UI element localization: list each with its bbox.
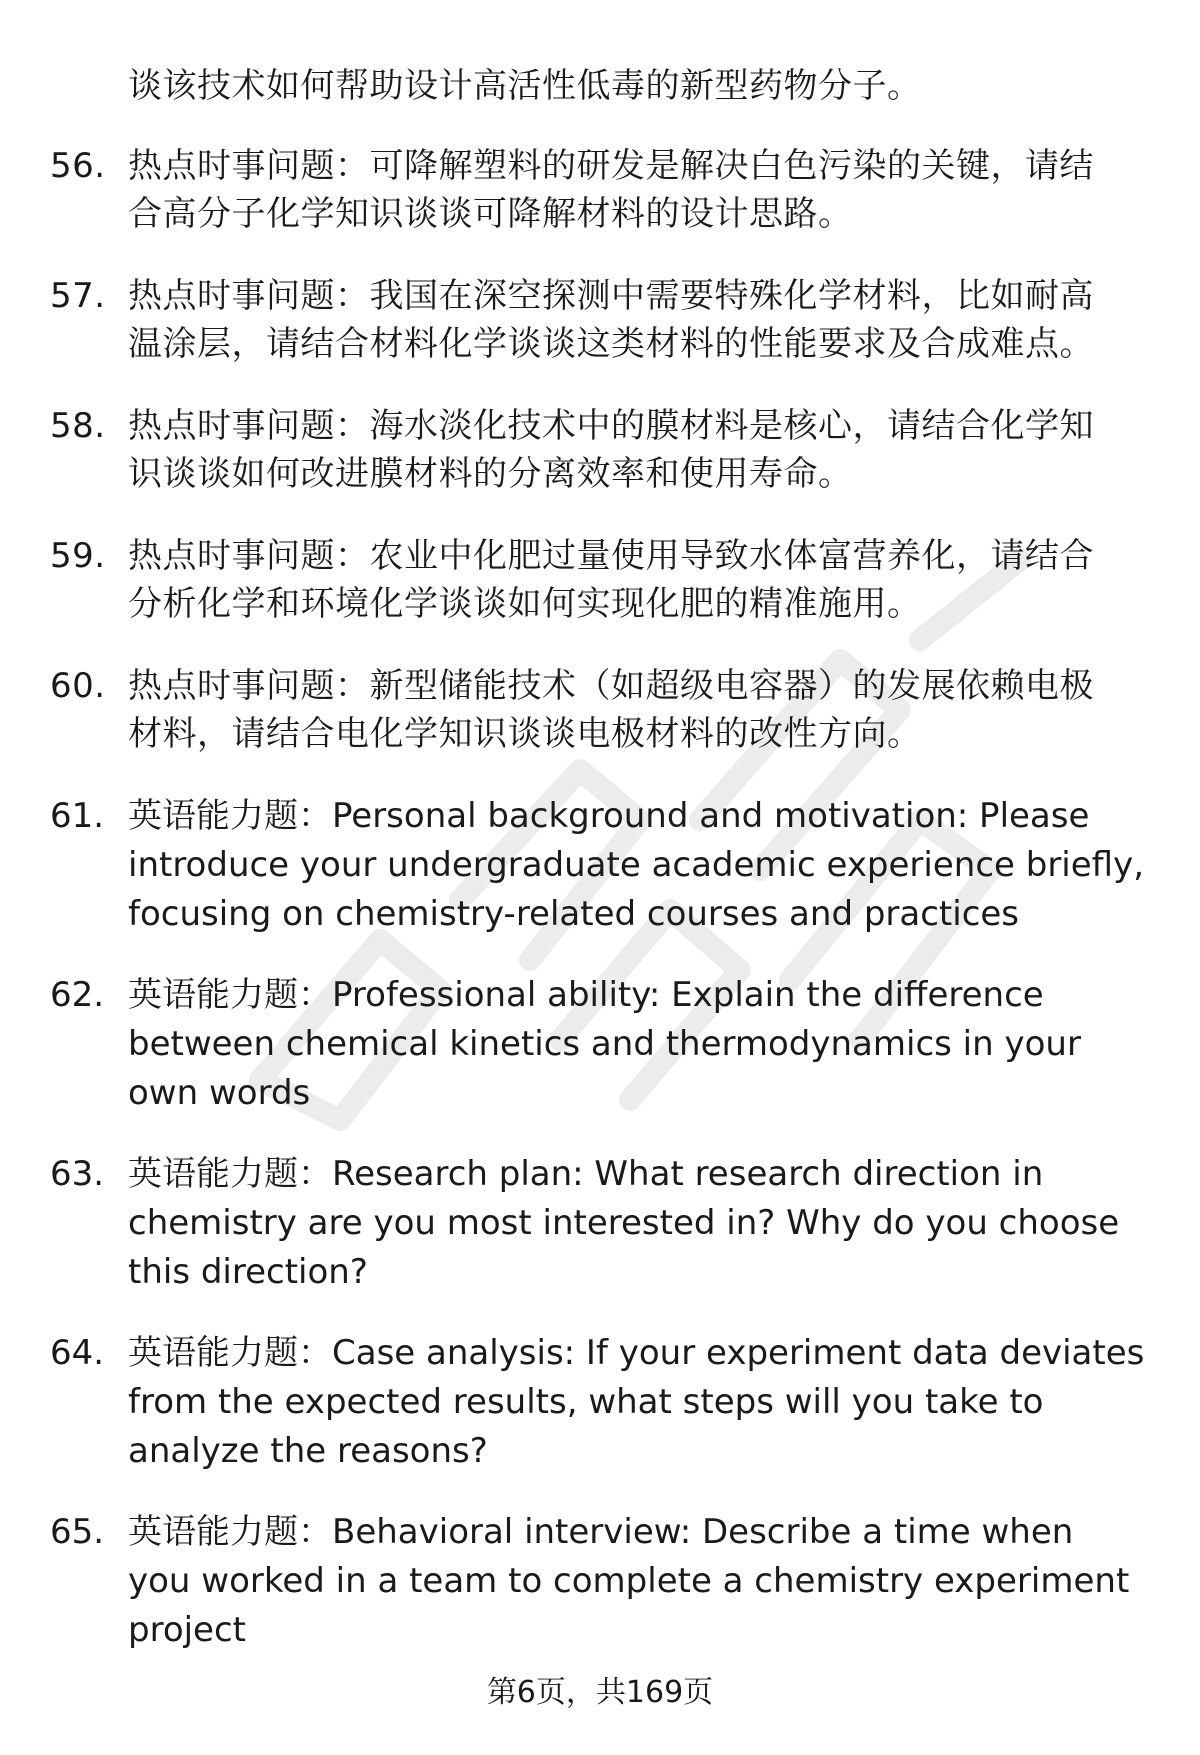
question-line: 热点时事问题：农业中化肥过量使用导致水体富营养化，请结合 — [128, 536, 1094, 576]
question-text — [128, 142, 1160, 238]
question-line: you worked in a team to complete a chemistry experiment — [128, 1561, 1130, 1601]
question-item-60 — [50, 662, 1160, 758]
question-text — [128, 1508, 1160, 1655]
question-line: 热点时事问题：我国在深空探测中需要特殊化学材料，比如耐高 — [128, 276, 1094, 316]
question-number: 59. — [50, 536, 106, 576]
question-text — [128, 662, 1160, 758]
question-line: chemistry are you most interested in? Why do you choose — [128, 1203, 1120, 1243]
page-footer: 第6页，共169页 — [486, 1675, 714, 1710]
question-item-64 — [50, 1329, 1160, 1476]
question-line: 英语能力题：Professional ability: Explain the difference — [128, 975, 1044, 1015]
question-item-61 — [50, 792, 1160, 939]
question-number: 58. — [50, 406, 106, 446]
question-line: introduce your undergraduate academic experience briefly, — [128, 845, 1145, 885]
question-number: 63. — [50, 1154, 105, 1194]
question-number: 57. — [50, 276, 106, 316]
question-line: 材料，请结合电化学知识谈谈电极材料的改性方向。 — [128, 714, 922, 754]
question-line: analyze the reasons? — [128, 1431, 488, 1471]
question-line: 热点时事问题：新型储能技术（如超级电容器）的发展依赖电极 — [128, 666, 1094, 706]
question-item-62 — [50, 971, 1160, 1118]
question-line: 热点时事问题：可降解塑料的研发是解决白色污染的关键，请结 — [128, 146, 1094, 186]
question-line: 分析化学和环境化学谈谈如何实现化肥的精准施用。 — [128, 584, 922, 624]
question-number: 64. — [50, 1333, 105, 1373]
question-number: 56. — [50, 146, 106, 186]
question-line: from the expected results, what steps will you take to — [128, 1382, 1044, 1422]
question-item-59 — [50, 532, 1160, 628]
question-number: 61. — [50, 796, 105, 836]
question-item-57 — [50, 272, 1160, 368]
question-line: 英语能力题：Case analysis: If your experiment data deviates — [128, 1333, 1145, 1373]
question-line: 温涂层，请结合材料化学谈谈这类材料的性能要求及合成难点。 — [128, 324, 1094, 364]
question-text — [128, 402, 1160, 498]
question-text — [128, 792, 1160, 939]
question-line: project — [128, 1610, 247, 1650]
continuation-text: 谈该技术如何帮助设计高活性低毒的新型药物分子。 — [128, 66, 922, 106]
question-line: focusing on chemistry-related courses and practices — [128, 894, 1020, 934]
question-text — [128, 1150, 1160, 1297]
question-line: 合高分子化学知识谈谈可降解材料的设计思路。 — [128, 194, 853, 234]
question-item-63 — [50, 1150, 1160, 1297]
question-item-65 — [50, 1508, 1160, 1655]
question-number: 60. — [50, 666, 106, 706]
question-item-58 — [50, 402, 1160, 498]
question-list — [50, 142, 1160, 1687]
question-line: 英语能力题：Behavioral interview: Describe a time when — [128, 1512, 1074, 1552]
question-item-56 — [50, 142, 1160, 238]
question-text — [128, 532, 1160, 628]
question-number: 62. — [50, 975, 105, 1015]
question-line: own words — [128, 1073, 311, 1113]
question-line: between chemical kinetics and thermodynamics in your — [128, 1024, 1081, 1064]
question-line: this direction? — [128, 1252, 368, 1292]
question-text — [128, 971, 1160, 1118]
question-line: 英语能力题：Research plan: What research direction in — [128, 1154, 1044, 1194]
question-line: 热点时事问题：海水淡化技术中的膜材料是核心，请结合化学知 — [128, 406, 1094, 446]
question-line: 英语能力题：Personal background and motivation: Please — [128, 796, 1090, 836]
question-line: 识谈谈如何改进膜材料的分离效率和使用寿命。 — [128, 454, 853, 494]
question-text — [128, 272, 1160, 368]
question-text — [128, 1329, 1160, 1476]
question-number: 65. — [50, 1512, 105, 1552]
